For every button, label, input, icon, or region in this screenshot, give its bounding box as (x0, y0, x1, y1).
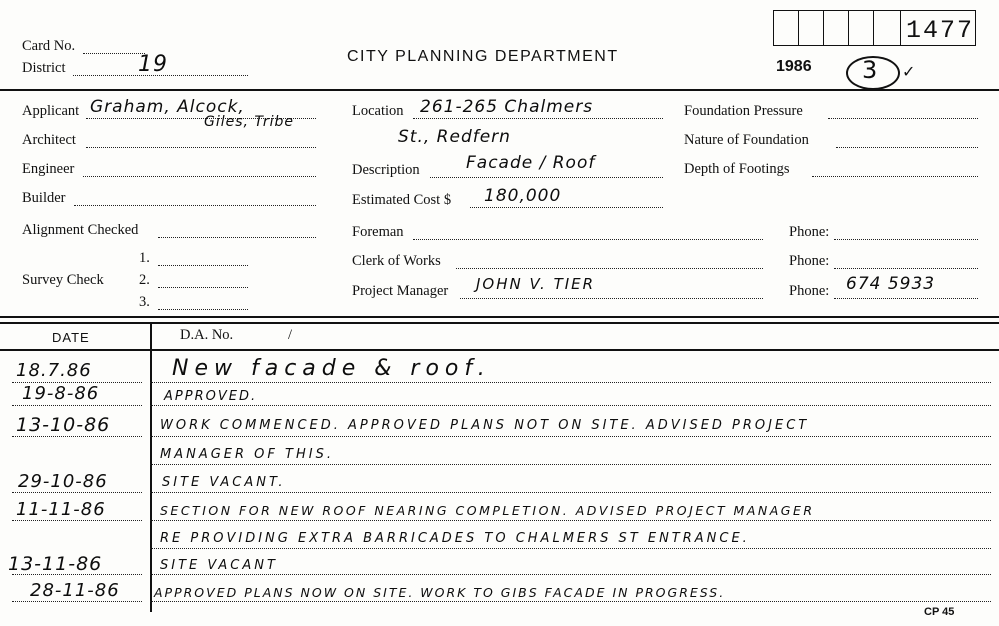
circled-number: 3 (862, 56, 879, 84)
date-underline (12, 520, 142, 521)
log-entry: APPROVED PLANS NOW ON SITE. WORK TO GIBS FACADE IN PROGRESS. (154, 585, 726, 600)
survey-1-line (158, 265, 248, 266)
log-date: 13-10-86 (16, 414, 111, 436)
foundation-pressure-line (828, 118, 978, 119)
row-underline (150, 492, 991, 493)
form-code: CP 45 (924, 606, 955, 618)
description-label: Description (352, 162, 420, 178)
builder-label: Builder (22, 190, 66, 206)
number-box-2 (798, 10, 824, 46)
survey-2-line (158, 287, 248, 288)
alignment-label: Alignment Checked (22, 222, 139, 238)
date-underline (12, 492, 142, 493)
phone-line-3 (834, 298, 978, 299)
location-label: Location (352, 103, 404, 119)
foreman-line (413, 239, 763, 240)
log-entry: SECTION FOR NEW ROOF NEARING COMPLETION. ADVISED PROJECT MANAGER (160, 503, 815, 518)
pm-line (460, 298, 763, 299)
log-entry: New facade & roof. (172, 356, 491, 381)
phone-label-3: Phone: (789, 283, 830, 299)
log-date: 13-11-86 (8, 553, 103, 575)
survey-1-label: 1. (139, 250, 150, 266)
da-slash: / (288, 327, 293, 343)
survey-label: Survey Check (22, 272, 104, 288)
log-date: 29-10-86 (18, 471, 108, 492)
pm-label: Project Manager (352, 283, 449, 299)
survey-3-label: 3. (139, 294, 150, 310)
description-value: Facade / Roof (466, 153, 596, 173)
log-entry: MANAGER OF THIS. (160, 447, 334, 462)
description-line (430, 177, 663, 178)
log-date: 11-11-86 (16, 499, 106, 520)
row-underline (150, 548, 991, 549)
cost-line (470, 207, 663, 208)
phone-value-3: 674 5933 (846, 274, 936, 294)
cost-label: Estimated Cost $ (352, 192, 452, 208)
cost-value: 180,000 (484, 186, 562, 206)
phone-label-2: Phone: (789, 253, 830, 269)
log-entry: SITE VACANT (160, 558, 278, 573)
location-value-1: 261-265 Chalmers (420, 97, 594, 117)
district-value: 19 (138, 52, 168, 77)
log-entry: WORK COMMENCED. APPROVED PLANS NOT ON SITE. ADVISED PROJECT (160, 418, 810, 433)
foreman-label: Foreman (352, 224, 404, 240)
date-underline (12, 436, 142, 437)
row-underline (150, 520, 991, 521)
year: 1986 (776, 58, 812, 75)
log-entry: RE PROVIDING EXTRA BARRICADES TO CHALMERS ST ENTRANCE. (160, 531, 750, 546)
depth-line (812, 176, 978, 177)
card-no-line (83, 53, 145, 54)
builder-line (74, 205, 316, 206)
row-underline (150, 382, 991, 383)
alignment-line (158, 237, 316, 238)
district-label: District (22, 60, 66, 76)
engineer-label: Engineer (22, 161, 75, 177)
phone-label-1: Phone: (789, 224, 830, 240)
clerk-label: Clerk of Works (352, 253, 441, 269)
number-box-4 (848, 10, 874, 46)
applicant-value-1: Graham, Alcock, (90, 97, 245, 117)
nature-line (836, 147, 978, 148)
row-underline (150, 464, 991, 465)
architect-line (86, 147, 316, 148)
date-column-header: DATE (52, 330, 90, 345)
number-box-5 (873, 10, 901, 46)
date-underline (12, 601, 142, 602)
row-underline (150, 436, 991, 437)
log-entry: SITE VACANT. (162, 475, 286, 490)
log-date: 28-11-86 (30, 580, 120, 601)
date-underline (12, 405, 142, 406)
row-underline (150, 574, 991, 575)
applicant-label: Applicant (22, 103, 80, 119)
log-date: 19-8-86 (22, 383, 100, 404)
location-value-2: St., Redfern (398, 127, 511, 147)
phone-line-2 (834, 268, 978, 269)
row-underline (150, 601, 991, 602)
depth-label: Depth of Footings (684, 161, 790, 177)
log-column-divider (150, 322, 152, 612)
engineer-line (83, 176, 316, 177)
nature-label: Nature of Foundation (684, 132, 809, 148)
tick-mark-icon: ✓ (902, 64, 916, 81)
card-number: 1477 (906, 16, 975, 45)
architect-label: Architect (22, 132, 76, 148)
log-date: 18.7.86 (16, 360, 92, 381)
card-no-label: Card No. (22, 38, 76, 54)
pm-value: JOHN V. TIER (476, 275, 596, 293)
number-box-3 (823, 10, 849, 46)
number-box-1 (773, 10, 799, 46)
phone-line-1 (834, 239, 978, 240)
row-underline (150, 405, 991, 406)
location-line (413, 118, 663, 119)
clerk-line (456, 268, 763, 269)
survey-2-label: 2. (139, 272, 150, 288)
header-divider (0, 89, 999, 91)
survey-3-line (158, 309, 248, 310)
da-column-header: D.A. No. (180, 327, 234, 343)
log-entry: APPROVED. (164, 389, 258, 404)
applicant-value-2: Giles, Tribe (204, 114, 295, 130)
foundation-pressure-label: Foundation Pressure (684, 103, 803, 119)
department-title: CITY PLANNING DEPARTMENT (347, 48, 619, 65)
log-top-rule (0, 316, 999, 318)
